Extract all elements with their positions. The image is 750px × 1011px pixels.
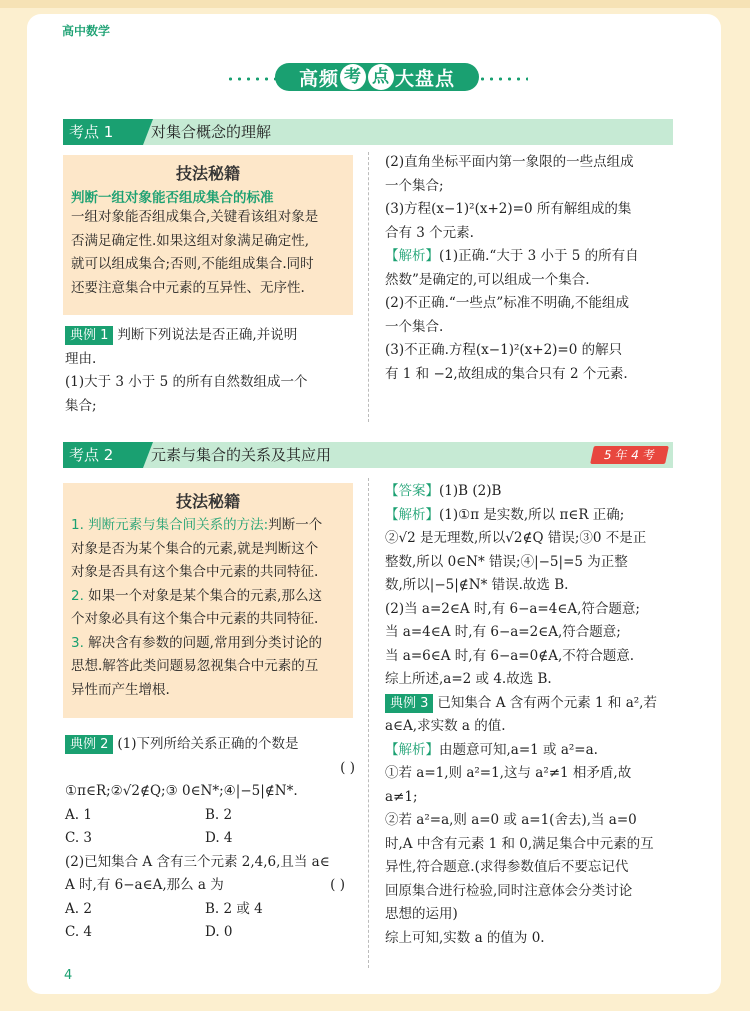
tip-box-1: [63, 155, 353, 315]
example-tag: 典例 1: [65, 326, 113, 345]
example-1: [65, 324, 355, 418]
example-text: 集合;: [65, 397, 97, 414]
section2-right-column: [385, 480, 677, 950]
section-header-2: [63, 442, 673, 468]
example-text: 已知集合 A 含有两个元素 1 和 a²,若: [437, 694, 657, 711]
tip-subtitle: 判断一组对象能否组成集合的标准: [71, 190, 274, 206]
tip-item-head: 3.: [71, 634, 89, 651]
answer-text: (1)B (2)B: [439, 483, 502, 499]
option: D. 0: [205, 924, 233, 940]
analysis-line: 由题意可知,a=1 或 a²=a.: [439, 741, 598, 758]
subject-label: 高中数学: [62, 24, 111, 38]
tip-line: 一组对象能否组成集合,关键看该组对象是: [71, 209, 319, 225]
banner-title: [275, 63, 479, 91]
option: A. 2: [65, 900, 92, 917]
analysis-tag: 【解析】: [385, 506, 439, 523]
section-title: 对集合概念的理解: [151, 123, 272, 141]
example-text: (1)大于 3 小于 5 的所有自然数组成一个: [65, 374, 308, 390]
tip-line: 否满足确定性.如果这组对象满足确定性,: [71, 232, 310, 249]
tip-item-text: 如果一个对象是某个集合的元素,那么这: [88, 587, 322, 604]
tip-box-2: [63, 483, 353, 718]
tip-item-text: 解决含有参数的问题,常用到分类讨论的: [88, 634, 322, 651]
example-text: (1)下列所给关系正确的个数是: [117, 736, 299, 752]
example-text: A 时,有 6−a∈A,那么 a 为: [65, 877, 224, 893]
question-line: (3)方程(x−1)²(x+2)=0 所有解组成的集: [385, 201, 632, 217]
example-text: a∈A,求实数 a 的值.: [385, 718, 506, 734]
option: B. 2 或 4: [205, 900, 263, 917]
option: B. 2: [205, 806, 233, 823]
column-divider: [368, 478, 370, 968]
analysis-line: (1)正确.“大于 3 小于 5 的所有自: [439, 248, 639, 264]
top-band: [0, 0, 750, 8]
analysis-tag: 【解析】: [385, 741, 439, 758]
tip-item-text: 判断一个: [268, 517, 323, 533]
section1-right-column: [385, 151, 675, 386]
section-header-1: [63, 119, 673, 145]
analysis-line: (2)不正确.“一些点”标准不明确,不能组成: [385, 295, 630, 311]
analysis-line: (1)①π 是实数,所以 π∈R 正确;: [439, 506, 625, 523]
analysis-line: 回原集合进行检验,同时注意体会分类讨论: [385, 882, 633, 899]
option: C. 4: [65, 924, 93, 940]
analysis-line: 当 a=4∈A 时,有 6−a=2∈A,符合题意;: [385, 624, 621, 640]
analysis-line: 有 1 和 −2,故组成的集合只有 2 个元素.: [385, 365, 628, 382]
section-number: 考点 1: [63, 119, 143, 145]
analysis-line: 当 a=6∈A 时,有 6−a=0∉A,不符合题意.: [385, 647, 635, 664]
frequency-badge: 5 年 4 考: [590, 446, 669, 464]
tip-item-text: 对象是否具有这个集合中元素的共同特征.: [71, 564, 319, 580]
analysis-line: 然数”是确定的,可以组成一个集合.: [385, 271, 590, 288]
analysis-line: 时,A 中含有元素 1 和 0,满足集合中元素的互: [385, 835, 654, 852]
analysis-line: 一个集合.: [385, 318, 444, 335]
question-line: (2)直角坐标平面内第一象限的一些点组成: [385, 154, 634, 170]
banner-dots-left: [226, 77, 276, 81]
answer-tag: 【答案】: [385, 483, 439, 499]
section-title: 元素与集合的关系及其应用: [151, 446, 332, 464]
tip-item-head: 2.: [71, 587, 89, 604]
option: C. 3: [65, 830, 93, 846]
analysis-line: 整数,所以 0∈N* 错误;④|−5|=5 为正整: [385, 553, 628, 570]
answer-paren: ( ): [340, 759, 355, 776]
section-number: 考点 2: [63, 442, 143, 468]
example-text: 判断下列说法是否正确,并说明: [117, 327, 298, 343]
banner-char-2: 点: [368, 64, 394, 90]
analysis-line: ①若 a=1,则 a²=1,这与 a²≠1 相矛盾,故: [385, 765, 632, 781]
tip-line: 还要注意集合中元素的互异性、无序性.: [71, 279, 305, 296]
example-text: (2)已知集合 A 含有三个元素 2,4,6,且当 a∈: [65, 853, 330, 870]
analysis-line: 数,所以|−5|∉N* 错误.故选 B.: [385, 577, 569, 593]
analysis-line: (3)不正确.方程(x−1)²(x+2)=0 的解只: [385, 342, 623, 358]
tip-item-head: 1. 判断元素与集合间关系的方法:: [71, 517, 269, 533]
banner-dots-right: [478, 77, 528, 81]
tip-item-text: 个对象必具有这个集合中元素的共同特征.: [71, 611, 319, 627]
analysis-line: ②若 a²=a,则 a=0 或 a=1(舍去),当 a=0: [385, 812, 637, 828]
tip-item-text: 异性而产生增根.: [71, 681, 170, 698]
example-2: [65, 733, 355, 945]
column-divider: [368, 152, 370, 422]
question-line: 一个集合;: [385, 177, 444, 194]
tip-item-text: 对象是否为某个集合的元素,就是判断这个: [71, 540, 319, 557]
analysis-line: 综上可知,实数 a 的值为 0.: [385, 929, 545, 946]
analysis-line: a≠1;: [385, 788, 418, 805]
example-tag: 典例 2: [65, 735, 113, 754]
option: D. 4: [205, 830, 233, 846]
analysis-line: 思想的运用): [385, 906, 458, 922]
page-number: 4: [64, 968, 73, 983]
tip-line: 就可以组成集合;否则,不能组成集合.同时: [71, 256, 314, 272]
answer-paren: ( ): [330, 877, 345, 893]
banner-char-1: 考: [340, 64, 366, 90]
example-tag: 典例 3: [385, 694, 433, 713]
section-banner: [222, 60, 532, 96]
analysis-line: (2)当 a=2∈A 时,有 6−a=4∈A,符合题意;: [385, 600, 640, 617]
analysis-line: 综上所述,a=2 或 4.故选 B.: [385, 671, 552, 687]
example-text: 理由.: [65, 350, 97, 367]
question-line: 合有 3 个元素.: [385, 224, 474, 241]
example-statement: ①π∈R;②√2∉Q;③ 0∈N*;④|−5|∉N*.: [65, 783, 298, 799]
tip-item-text: 思想.解答此类问题易忽视集合中元素的互: [71, 658, 319, 674]
option: A. 1: [65, 806, 92, 823]
banner-post: 大盘点: [395, 67, 456, 90]
tip-title: 技法秘籍: [175, 164, 240, 183]
banner-pre: 高频: [298, 67, 339, 90]
analysis-line: 异性,符合题意.(求得参数值后不要忘记代: [385, 859, 629, 875]
tip-title: 技法秘籍: [175, 492, 240, 511]
analysis-line: ②√2 是无理数,所以√2∉Q 错误;③0 不是正: [385, 530, 647, 546]
analysis-tag: 【解析】: [385, 248, 439, 264]
